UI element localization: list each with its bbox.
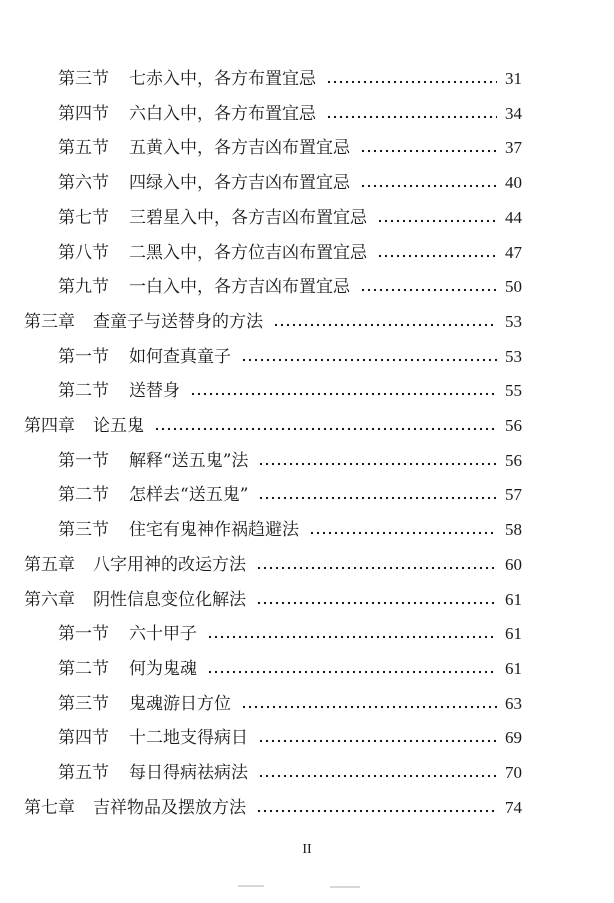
toc-section-entry [0, 376, 614, 406]
toc-section-entry [0, 168, 614, 198]
toc-entry-title: 五黄入中，各方吉凶布置宜忌 [129, 138, 350, 159]
toc-dot-leader [360, 272, 497, 302]
toc-page-number: 34 [505, 103, 522, 123]
toc-section-entry [0, 480, 614, 510]
toc-page-number: 44 [505, 207, 522, 227]
toc-entry-title: 解释“送五鬼”法 [129, 450, 249, 471]
toc-page-number: 58 [505, 520, 522, 540]
toc-section-entry [0, 446, 614, 476]
toc-dot-leader [241, 689, 497, 719]
toc-page-number: 53 [505, 311, 522, 331]
toc-dot-leader [207, 619, 497, 649]
toc-page-number: 37 [505, 138, 522, 158]
toc-page-number: 55 [505, 381, 522, 401]
toc-entry-title: 阴性信息变位化解法 [93, 589, 246, 610]
toc-page-number: 61 [505, 624, 522, 644]
toc-entry-title: 吉祥物品及摆放方法 [93, 797, 246, 818]
toc-chapter-entry [0, 307, 614, 337]
toc-dot-leader [258, 758, 497, 788]
toc-entry-label: 第六节 [58, 173, 109, 194]
toc-page-number: 61 [505, 589, 522, 609]
toc-page-number: 63 [505, 693, 522, 713]
toc-chapter-entry [0, 411, 614, 441]
toc-entry-label: 第四节 [58, 728, 109, 749]
toc-page-number: 50 [505, 277, 522, 297]
toc-section-entry [0, 654, 614, 684]
toc-entry-label: 第一节 [58, 450, 109, 471]
toc-section-entry [0, 619, 614, 649]
toc-entry-label: 第九节 [58, 277, 109, 298]
toc-entry-label: 第一节 [58, 624, 109, 645]
toc-entry-label: 第五节 [58, 763, 109, 783]
toc-entry-title: 十二地支得病日 [129, 728, 248, 749]
toc-section-entry [0, 689, 614, 719]
toc-entry-title: 查童子与送替身的方法 [93, 311, 263, 332]
toc-entry-title: 四绿入中，各方吉凶布置宜忌 [129, 173, 350, 194]
toc-dot-leader [377, 203, 497, 233]
toc-page-number: 60 [505, 554, 522, 574]
toc-entry-title: 三碧星入中，各方吉凶布置宜忌 [129, 207, 367, 228]
toc-dot-leader [273, 307, 497, 337]
toc-entry-label: 第五节 [58, 138, 109, 159]
toc-dot-leader [360, 133, 497, 163]
toc-entry-title: 论五鬼 [93, 416, 144, 436]
toc-section-entry [0, 203, 614, 233]
toc-entry-title: 八字用神的改运方法 [93, 554, 246, 575]
toc-entry-title: 二黑入中，各方位吉凶布置宜忌 [129, 242, 367, 263]
toc-page-number: 61 [505, 658, 522, 678]
toc-chapter-entry [0, 585, 614, 615]
toc-chapter-entry [0, 793, 614, 823]
toc-entry-label: 第三节 [58, 520, 109, 541]
toc-entry-label: 第四章 [24, 416, 75, 436]
toc-page-number: 53 [505, 346, 522, 366]
toc-dot-leader [360, 168, 497, 198]
toc-entry-title: 六十甲子 [129, 624, 197, 645]
toc-entry-title: 七赤入中，各方布置宜忌 [129, 69, 316, 89]
toc-page-number: 40 [505, 173, 522, 193]
toc-dot-leader [190, 376, 497, 406]
toc-entry-label: 第七节 [58, 207, 109, 228]
page-footer-number: II [302, 842, 312, 857]
toc-entry-title: 住宅有鬼神作祸趋避法 [129, 520, 299, 541]
toc-page-number: 69 [505, 728, 522, 748]
scan-speck [330, 886, 360, 888]
toc-page-number: 47 [505, 242, 522, 262]
toc-page-number: 74 [505, 797, 522, 817]
toc-entry-label: 第六章 [24, 589, 75, 610]
toc-section-entry [0, 758, 614, 788]
toc-section-entry [0, 238, 614, 268]
toc-dot-leader [207, 654, 497, 684]
toc-entry-label: 第七章 [24, 797, 75, 818]
toc-entry-title: 每日得病祛病法 [129, 763, 248, 783]
toc-page-number: 70 [505, 763, 522, 782]
toc-dot-leader [309, 515, 497, 545]
toc-entry-title: 六白入中，各方布置宜忌 [129, 103, 316, 124]
toc-dot-leader [326, 99, 497, 129]
toc-section-entry [0, 133, 614, 163]
toc-page-number: 56 [505, 450, 522, 470]
toc-entry-title: 怎样去“送五鬼” [129, 485, 249, 506]
toc-entry-label: 第三节 [58, 69, 109, 89]
toc-entry-label: 第五章 [24, 554, 75, 575]
toc-section-entry [0, 515, 614, 545]
toc-entry-title: 送替身 [129, 381, 180, 402]
toc-dot-leader [258, 446, 497, 476]
toc-dot-leader [256, 585, 497, 615]
toc-entry-label: 第三章 [24, 311, 75, 332]
toc-dot-leader [256, 550, 497, 580]
toc-entry-label: 第三节 [58, 693, 109, 714]
toc-section-entry [0, 723, 614, 753]
toc-section-entry [0, 272, 614, 302]
toc-dot-leader [258, 480, 497, 510]
toc-dot-leader [377, 238, 497, 268]
toc-section-entry [0, 342, 614, 372]
toc-page-number: 57 [505, 485, 522, 505]
toc-entry-label: 第八节 [58, 242, 109, 263]
toc-entry-label: 第二节 [58, 381, 109, 402]
toc-dot-leader [258, 723, 497, 753]
toc-dot-leader [241, 342, 497, 372]
toc-entry-label: 第二节 [58, 658, 109, 679]
toc-entry-label: 第四节 [58, 103, 109, 124]
toc-entry-title: 一白入中，各方吉凶布置宜忌 [129, 277, 350, 298]
toc-section-entry [0, 99, 614, 129]
toc-dot-leader [256, 793, 497, 823]
toc-page-number: 56 [505, 416, 522, 435]
toc-entry-title: 鬼魂游日方位 [129, 693, 231, 714]
toc-entry-label: 第二节 [58, 485, 109, 506]
toc-entry-label: 第一节 [58, 346, 109, 367]
toc-page-number: 31 [505, 69, 522, 88]
toc-dot-leader [154, 411, 497, 441]
toc-section-entry [0, 64, 614, 94]
toc-dot-leader [326, 64, 497, 94]
toc-entry-title: 如何查真童子 [129, 346, 231, 367]
toc-chapter-entry [0, 550, 614, 580]
scan-speck [238, 885, 264, 887]
toc-entry-title: 何为鬼魂 [129, 658, 197, 679]
